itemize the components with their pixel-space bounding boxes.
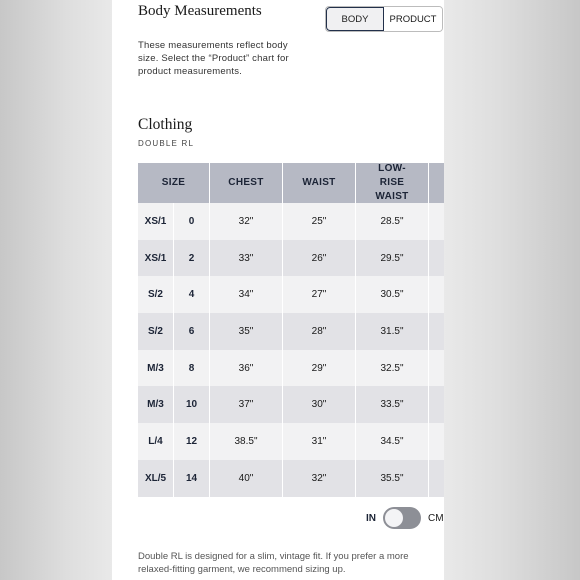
table-row <box>138 460 444 497</box>
size-cell: L/4 <box>138 423 174 460</box>
numeric-size-cell: 14 <box>174 460 210 497</box>
table-row <box>138 240 444 277</box>
chest-cell: 36" <box>210 350 283 387</box>
low-rise-waist-cell: 30.5" <box>356 276 429 313</box>
unit-toggle-switch[interactable] <box>383 507 421 529</box>
size-cell: S/2 <box>138 313 174 350</box>
size-cell: S/2 <box>138 276 174 313</box>
size-cell: M/3 <box>138 386 174 423</box>
column-header-chest: CHEST <box>210 163 283 203</box>
size-cell: XL/5 <box>138 460 174 497</box>
unit-switch <box>366 507 444 529</box>
chart-type-toggle <box>325 6 443 32</box>
table-row <box>138 350 444 387</box>
low-rise-waist-cell: 31.5" <box>356 313 429 350</box>
size-cell: XS/1 <box>138 203 174 240</box>
unit-label-cm: CM <box>428 512 444 524</box>
extra-cell <box>429 313 444 350</box>
page-title: Body Measurements <box>138 3 262 19</box>
extra-cell <box>429 276 444 313</box>
chest-cell: 37" <box>210 386 283 423</box>
waist-cell: 29" <box>283 350 356 387</box>
chest-cell: 33" <box>210 240 283 277</box>
table-body <box>138 203 444 497</box>
low-rise-waist-cell: 28.5" <box>356 203 429 240</box>
table-row <box>138 276 444 313</box>
waist-cell: 32" <box>283 460 356 497</box>
column-header-low-rise-waist <box>356 163 429 203</box>
size-guide-panel <box>112 0 444 580</box>
low-rise-waist-label: LOW-RISE WAIST <box>375 163 409 202</box>
column-header-waist: WAIST <box>283 163 356 203</box>
numeric-size-cell: 2 <box>174 240 210 277</box>
table-row <box>138 423 444 460</box>
unit-label-in: IN <box>366 512 376 524</box>
section-title: Clothing <box>138 116 193 133</box>
low-rise-waist-cell: 33.5" <box>356 386 429 423</box>
extra-cell <box>429 423 444 460</box>
body-chart-button[interactable]: BODY <box>326 7 384 31</box>
column-header-size: SIZE <box>138 163 210 203</box>
table-row <box>138 203 444 240</box>
low-rise-waist-cell: 34.5" <box>356 423 429 460</box>
waist-cell: 28" <box>283 313 356 350</box>
fit-note: Double RL is designed for a slim, vintage fit. If you prefer a more relaxed-fitting garment, we recommend sizing up. <box>138 551 409 575</box>
numeric-size-cell: 6 <box>174 313 210 350</box>
low-rise-waist-cell: 29.5" <box>356 240 429 277</box>
numeric-size-cell: 10 <box>174 386 210 423</box>
extra-cell <box>429 350 444 387</box>
chest-cell: 34" <box>210 276 283 313</box>
numeric-size-cell: 0 <box>174 203 210 240</box>
toggle-knob <box>385 509 403 527</box>
waist-cell: 26" <box>283 240 356 277</box>
numeric-size-cell: 4 <box>174 276 210 313</box>
product-chart-button[interactable]: PRODUCT <box>384 7 442 31</box>
waist-cell: 27" <box>283 276 356 313</box>
extra-cell <box>429 460 444 497</box>
measurement-description: These measurements reflect body size. Select the “Product” chart for product measurements. <box>138 40 289 77</box>
size-cell: XS/1 <box>138 240 174 277</box>
extra-cell <box>429 386 444 423</box>
column-header-extra <box>429 163 444 203</box>
background-blur-left <box>0 0 112 580</box>
extra-cell <box>429 240 444 277</box>
waist-cell: 30" <box>283 386 356 423</box>
brand-label: DOUBLE RL <box>138 139 195 148</box>
size-cell: M/3 <box>138 350 174 387</box>
background-blur-right <box>444 0 580 580</box>
table-header-row <box>138 163 444 203</box>
low-rise-waist-cell: 35.5" <box>356 460 429 497</box>
waist-cell: 25" <box>283 203 356 240</box>
numeric-size-cell: 8 <box>174 350 210 387</box>
low-rise-waist-cell: 32.5" <box>356 350 429 387</box>
chest-cell: 38.5" <box>210 423 283 460</box>
numeric-size-cell: 12 <box>174 423 210 460</box>
waist-cell: 31" <box>283 423 356 460</box>
extra-cell <box>429 203 444 240</box>
chest-cell: 40" <box>210 460 283 497</box>
size-table <box>138 163 444 497</box>
table-row <box>138 386 444 423</box>
chest-cell: 35" <box>210 313 283 350</box>
chest-cell: 32" <box>210 203 283 240</box>
table-row <box>138 313 444 350</box>
